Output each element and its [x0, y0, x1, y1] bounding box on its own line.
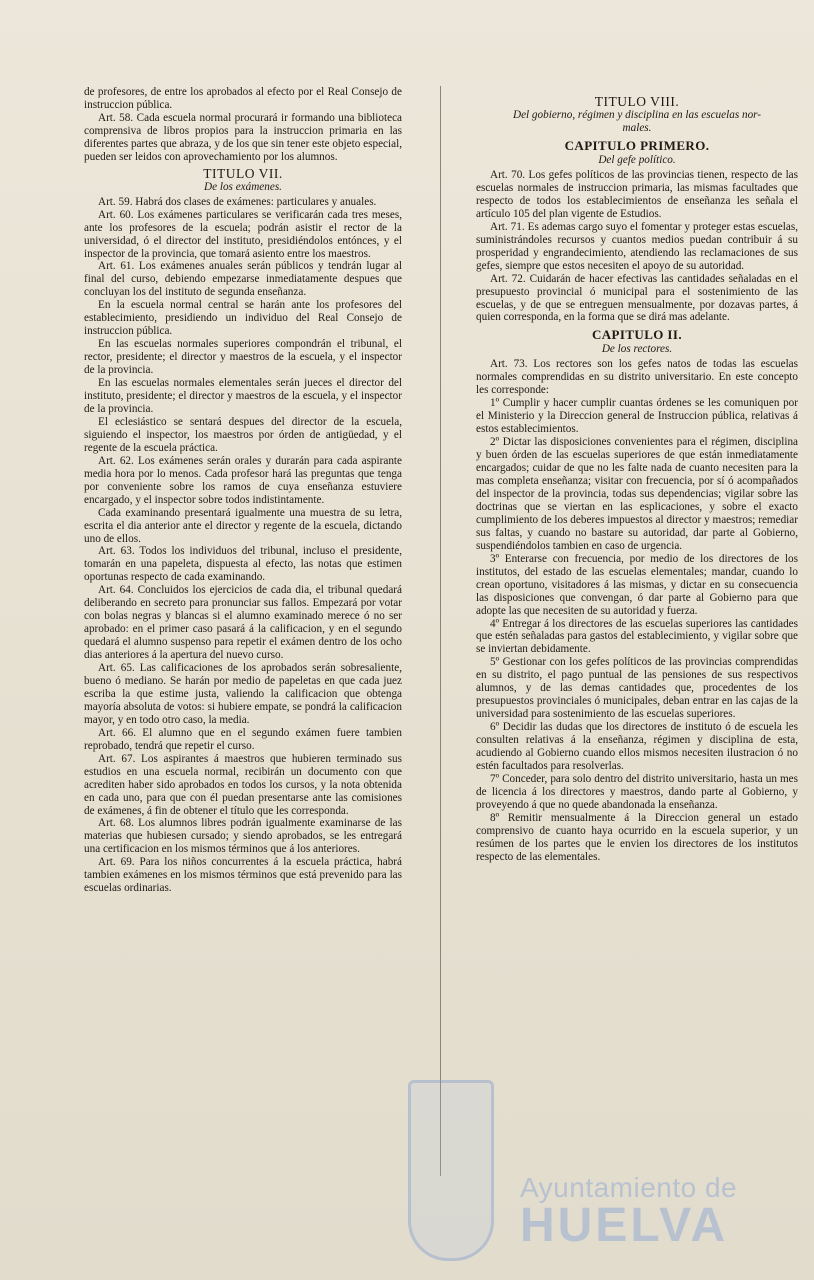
article-72: Art. 72. Cuidarán de hacer efectivas las cantidades señaladas en el presupuesto provincial ó municipal para el sostenimiento de las escuelas, y de que se entreguen mensualmente, por dozavas partes, á quien corresponda, en la forma que se dirá mas adelante.	[476, 272, 798, 324]
article-62-muestra: Cada examinando presentará igualmente una muestra de su letra, escrita el dia anterior ante el director y regente de la escuela, dictando uno de ellos.	[84, 506, 402, 545]
column-divider	[440, 86, 441, 1176]
article-58: Art. 58. Cada escuela normal procurará ir formando una biblioteca comprensiva de libros propios para la instruccion primaria en las diferentes partes que abraza, y de los que sin tener este objeto especial, pueden ser leidos con aprovechamiento por los alumnos.	[84, 111, 402, 163]
article-63: Art. 63. Todos los individuos del tribunal, incluso el presidente, tomarán en una papeleta, dispuesta al efecto, las notas que estimen oportunas respecto de cada examinando.	[84, 545, 402, 584]
article-61-eclesiastico: El eclesiástico se sentará despues del director de la escuela, siguiendo el inspector, los maestros por órden de antigüedad, y el regente de la escuela práctica.	[84, 415, 402, 454]
article-73-item-7: 7º Conceder, para solo dentro del distrito universitario, hasta un mes de licencia á los directores y maestros, dando parte al Gobierno, y proveyendo á que no quede abandonada la enseñanza.	[476, 772, 798, 811]
paragraph-intro: de profesores, de entre los aprobados al efecto por el Real Consejo de instruccion pública.	[84, 86, 402, 111]
chapter-2-subtitle: De los rectores.	[601, 343, 673, 356]
article-61-superiores: En las escuelas normales superiores compondrán el tribunal, el rector, presidente; el director y maestros de la escuela, y el inspector de la provincia.	[84, 338, 402, 377]
title-viii-subtitle	[476, 109, 798, 135]
coat-of-arms-icon	[408, 1080, 494, 1261]
title-viii: TITULO VIII.	[594, 94, 680, 109]
article-70: Art. 70. Los gefes políticos de las provincias tienen, respecto de las escuelas normales de instruccion primaria, las mismas facultades que respecto de todos los establecimientos de enseñanza les señala el artículo 105 del plan vigente de Estudios.	[476, 169, 798, 220]
title-viii-subtitle-line2: males.	[622, 122, 652, 134]
watermark-line1: Ayuntamiento de	[520, 1172, 738, 1203]
article-73-item-2: 2º Dictar las disposiciones convenientes para el régimen, disciplina y buen órden de las escuelas superiores de que están inmediatamente encargados; cuidar de que no les falte nada de cuanto necesiten para la mas completa enseñanza; visitar con frecuencia, por sí ó acompañados del inspector de la provincia, todas sus dependencias; vigilar sobre las doctrinas que se viertan en las esplicaciones, y sobre el exacto cumplimiento de los deberes impuestos al director y maestros; remediar sus faltas, y cuando no bastare su autoridad, dar parte al Gobierno, suspendiéndolos tambien en caso de urgencia.	[476, 436, 798, 552]
article-60: Art. 60. Los exámenes particulares se verificarán cada tres meses, ante los profesores de la escuela; podrán asistir el rector de la universidad, ó el director del instituto, presidiéndolos entónces, y el inspector de la provincia, que tomará asiento entre los maestros.	[84, 208, 402, 260]
article-61-elementales: En las escuelas normales elementales serán jueces el director del instituto, presidente; el director y maestros de la escuela, y el inspector de la provincia.	[84, 377, 402, 415]
article-73: Art. 73. Los rectores son los gefes natos de todas las escuelas normales comprendidas en su distrito universitario. En este concepto les corresponde:	[476, 358, 798, 397]
article-69: Art. 69. Para los niños concurrentes á la escuela práctica, habrá tambien exámenes en los mismos términos que está prevenido para las escuelas ordinarias.	[84, 856, 402, 895]
watermark-line2: HUELVA	[520, 1199, 729, 1252]
article-73-item-4: 4º Entregar á los directores de las escuelas superiores las cantidades que estén señaladas para gastos del establecimiento, y vigilar sobre que se inviertan debidamente.	[476, 617, 798, 656]
title-viii-subtitle-line1: Del gobierno, régimen y disciplina en las escuelas nor-	[512, 109, 762, 121]
article-73-item-8: 8º Remitir mensualmente á la Direccion general un estado comprensivo de cuanto haya ocurrido en la escuela superior, y un resúmen de los partes que le envien los directores de los institutos respecto de las elementales.	[476, 811, 798, 863]
article-64: Art. 64. Concluidos los ejercicios de cada dia, el tribunal quedará deliberando en secreto para pronunciar sus fallos. Empezará por votar con bolas negras y blancas si el alumno examinado merece ó no ser aprobado: en el primer caso pasará á la calificacion, y en el segundo quedará el alumno suspenso para repetir el exámen dentro de los ocho dias anteriores á la apertura del nuevo curso.	[84, 584, 402, 662]
article-68: Art. 68. Los alumnos libres podrán igualmente examinarse de las materias que hubiesen cursado; y siendo aprobados, se les entregará una certificacion en los mismos términos que á los anteriores.	[84, 817, 402, 856]
article-62: Art. 62. Los exámenes serán orales y durarán para cada aspirante media hora por lo menos. Cada profesor hará las preguntas que tenga por conveniente sobre los ramos de cuya enseñanza estuviere encargado, y el inspector sobre todos indistintamente.	[84, 454, 402, 506]
article-73-item-6: 6º Decidir las dudas que los directores de instituto ó de escuela les consulten relativas á la enseñanza, régimen y disciplina de esta, acudiendo al Gobierno cuando ellos mismos necesiten ilustracion ó no estén facultados para resolverlas.	[476, 721, 798, 772]
chapter-2-heading: CAPITULO II.	[591, 327, 683, 343]
article-65: Art. 65. Las calificaciones de los aprobados serán sobresaliente, bueno ó mediano. Se harán por medio de papeletas en que cada juez escriba la que estime justa, valiendo la calificacion que obtenga mayoría absoluta de votos: si hubiere empate, se pondrá la calificacion mayor, y en todo otro caso, la media.	[84, 662, 402, 726]
article-73-item-3: 3º Enterarse con frecuencia, por medio de los directores de los institutos, del estado de las escuelas elementales; mandar, cuando lo crean oportuno, visitadores á las mismas, y dictar en su consecuencia las disposiciones que convengan, ó dar parte al Gobierno para que adopte las que necesiten de su autoridad y fuerza.	[476, 552, 798, 617]
article-61: Art. 61. Los exámenes anuales serán públicos y tendrán lugar al final del curso, debiendo empezarse inmediatamente despues que concluyan los del instituto de segunda enseñanza.	[84, 260, 402, 299]
article-61-central: En la escuela normal central se harán ante los profesores del establecimiento, presidiendo un individuo del Real Consejo de instruccion pública.	[84, 299, 402, 338]
left-column	[84, 86, 402, 895]
article-59: Art. 59. Habrá dos clases de exámenes: particulares y anuales.	[98, 195, 377, 208]
article-67: Art. 67. Los aspirantes á maestros que hubieren terminado sus estudios en una escuela normal, recibirán un documento con que acrediten haber sido aprobados en todos los cursos, y la nota obtenida en cada uno, para que con él puedan presentarse ante las comisiones de exámenes, á fin de obtener el título que les corresponda.	[84, 752, 402, 817]
article-73-item-5: 5º Gestionar con los gefes políticos de las provincias comprendidas en su distrito, el pago puntual de las pensiones de sus respectivos alumnos, y de las demas cantidades que, procedentes de los presupuestos provinciales ó municipales, deban entrar en las cajas de la universidad para sostenimiento de las escuelas superiores.	[476, 656, 798, 721]
article-73-item-1: 1º Cumplir y hacer cumplir cuantas órdenes se les comuniquen por el Ministerio y la Direccion general de Instruccion pública, relativas á estos establecimientos.	[476, 397, 798, 436]
archive-watermark	[400, 1070, 800, 1270]
article-71: Art. 71. Es ademas cargo suyo el fomentar y proteger estas escuelas, suministrándoles recursos y cuantos medios puedan contribuir á su prosperidad y engrandecimiento, atendiendo las reclamaciones de sus gefes, siempre que estos necesiten el apoyo de su autoridad.	[476, 220, 798, 272]
article-66: Art. 66. El alumno que en el segundo exámen fuere tambien reprobado, tendrá que repetir el curso.	[84, 726, 402, 752]
title-vii-subtitle: De los exámenes.	[204, 180, 282, 193]
right-column	[476, 92, 798, 864]
title-vii: TITULO VII.	[203, 165, 283, 181]
chapter-1-heading: CAPITULO PRIMERO.	[564, 138, 710, 153]
chapter-1-subtitle: Del gefe político.	[598, 154, 676, 166]
